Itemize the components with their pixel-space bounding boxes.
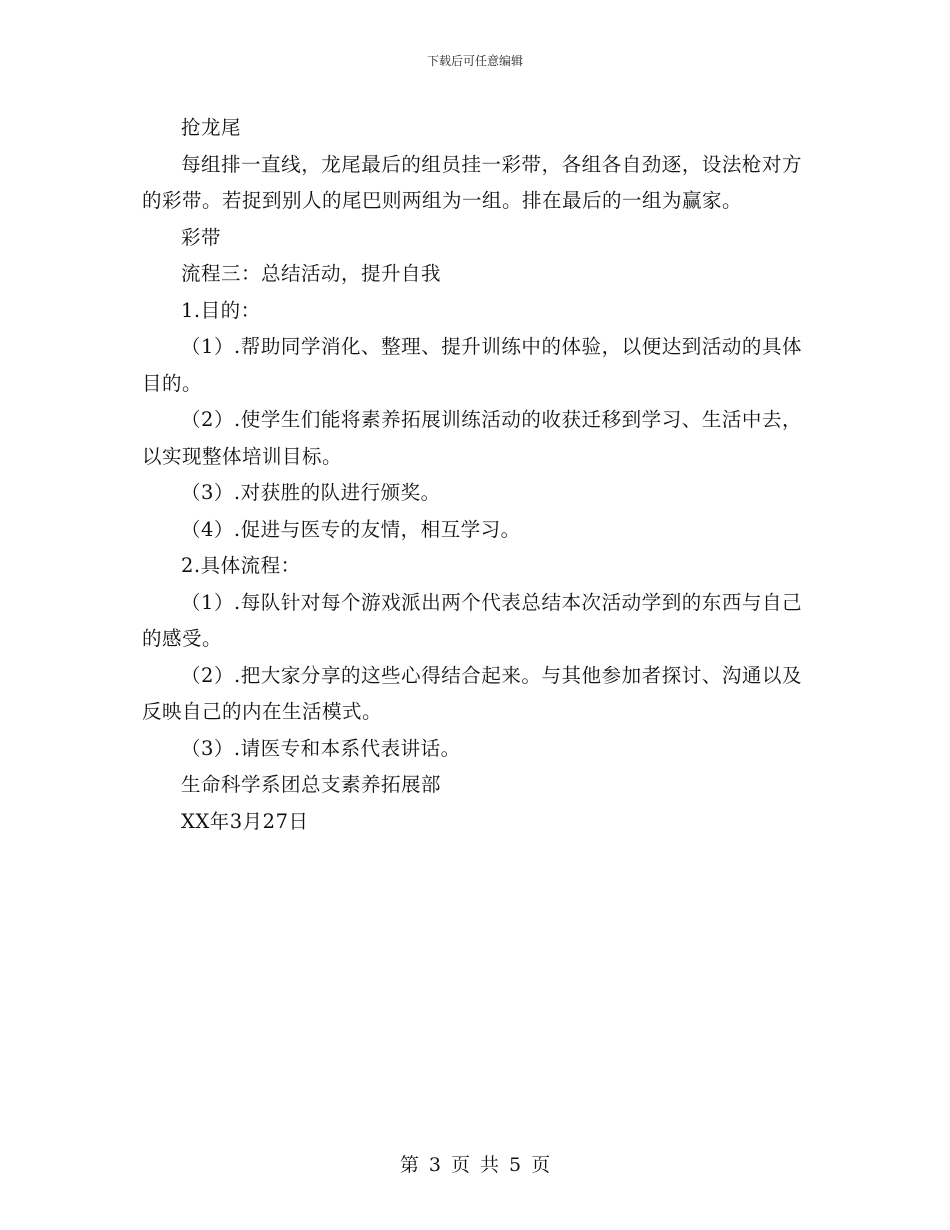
paragraph-purpose-item: （2）.使学生们能将素养拓展训练活动的收获迁移到学习、生活中去，以实现整体培训目标。 [142, 408, 802, 468]
paragraph-process-item: （3）.请医专和本系代表讲话。 [181, 736, 461, 760]
paragraph-purpose-item: （4）.促进与医专的友情，相互学习。 [181, 517, 521, 541]
paragraph-process-item: （1）.每队针对每个游戏派出两个代表总结本次活动学到的东西与自己的感受。 [142, 590, 802, 650]
paragraph-game-rules: 每组排一直线，龙尾最后的组员挂一彩带，各组各自劲逐，设法枪对方的彩带。若捉到别人的尾巴则两组为一组。排在最后的一组为赢家。 [142, 152, 802, 212]
paragraph-purpose-heading: 1.目的： [181, 298, 261, 322]
paragraph-process-heading: 2.具体流程： [181, 554, 301, 577]
paragraph-signature-org: 生命科学系团总支素养拓展部 [181, 773, 442, 796]
paragraph-section-heading: 流程三：总结活动，提升自我 [181, 262, 442, 285]
paragraph-props: 彩带 [181, 225, 222, 249]
paragraph-signature-date: XX年3月27日 [181, 809, 309, 833]
paragraph-purpose-item: （1）.帮助同学消化、整理、提升训练中的体验，以便达到活动的具体目的。 [142, 335, 802, 395]
document-body [142, 110, 802, 840]
page-header: 下载后可任意编辑 [426, 54, 523, 68]
page-footer: 第 3 页 共 5 页 [399, 1154, 551, 1176]
paragraph-purpose-item: （3）.对获胜的队进行颁奖。 [181, 481, 441, 504]
paragraph-process-item: （2）.把大家分享的这些心得结合起来。与其他参加者探讨、沟通以及反映自己的内在生活模式。 [142, 663, 802, 723]
paragraph-game-title: 抢龙尾 [181, 116, 242, 139]
